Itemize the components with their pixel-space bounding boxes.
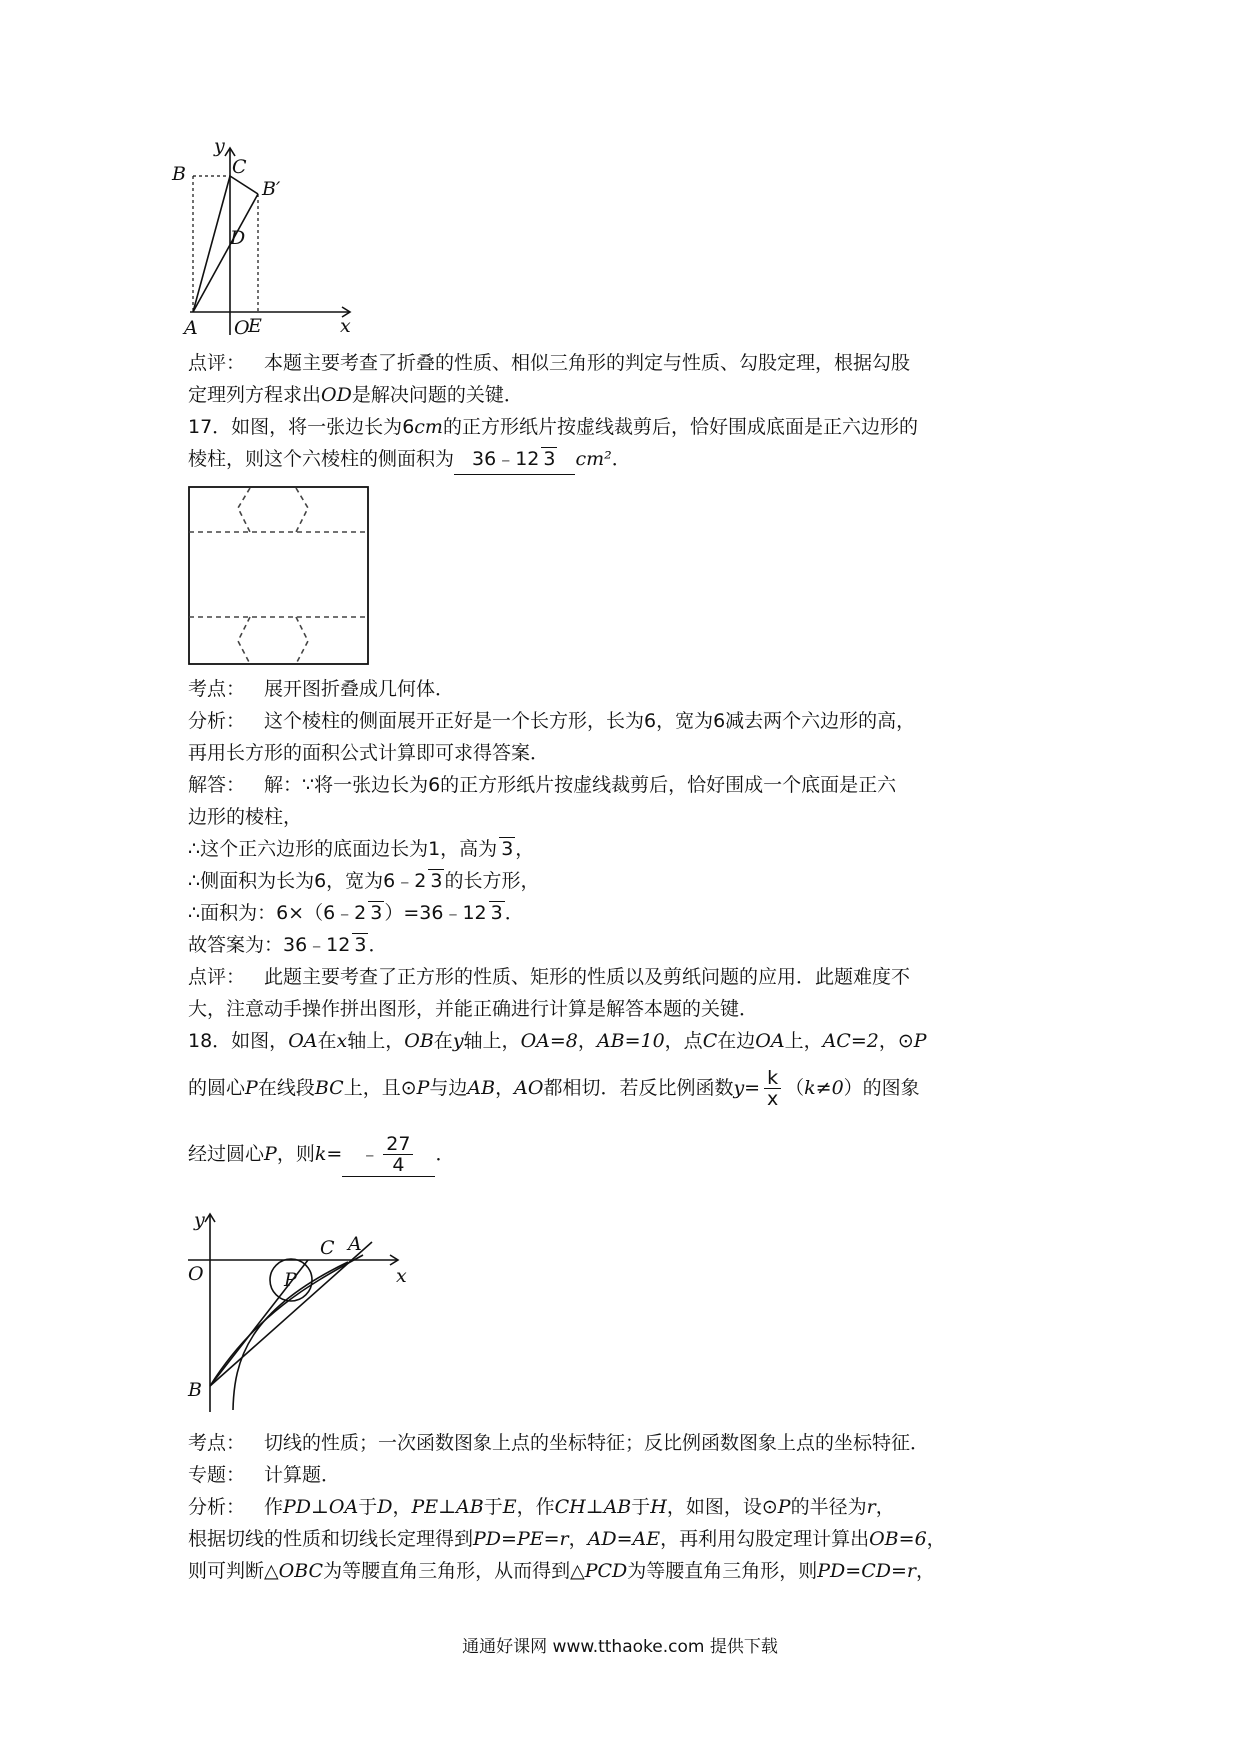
s18-zhuanti: 专题： 计算题． — [188, 1464, 341, 1486]
fig16-label-y: y — [214, 135, 225, 157]
fig16-label-O: O — [234, 317, 250, 339]
fig16-label-A: A — [184, 317, 198, 339]
fig16-label-B: B — [172, 163, 186, 185]
s17-answer: 故答案为：36﹣12 3 ． — [188, 934, 388, 956]
q17-answer: 36﹣12 3 — [454, 444, 575, 475]
s18-fenxi-line3: 则可判断△OBC为等腰直角三角形，从而得到△PCD为等腰直角三角形，则PD=CD=r， — [188, 1560, 935, 1582]
figure-q17 — [188, 486, 370, 666]
fig16-label-x: x — [340, 315, 351, 337]
s17-dianping-line2: 大，注意动手操作拼出图形，并能正确进行计算是解答本题的关键． — [188, 998, 759, 1020]
s17-dianping-line1: 点评： 此题主要考查了正方形的性质、矩形的性质以及剪纸问题的应用．此题难度不 — [188, 966, 911, 988]
fig18-label-P: P — [284, 1269, 297, 1291]
fig18-label-A: A — [348, 1233, 362, 1255]
fig18-label-B: B — [188, 1379, 202, 1401]
fraction-k-over-x: $\frac{k}{x}$ — [764, 1068, 781, 1109]
review16-line2: 定理列方程求出OD是解决问题的关键． — [188, 384, 523, 406]
figure-q18 — [188, 1200, 428, 1415]
figure-q16 — [172, 135, 360, 340]
fig18-label-O: O — [188, 1263, 204, 1285]
fig18-label-C: C — [320, 1237, 335, 1259]
s17-step1: ∴这个正六边形的底面边长为1，高为 3 ， — [188, 838, 535, 860]
review16-line1: 点评： 本题主要考查了折叠的性质、相似三角形的判定与性质、勾股定理，根据勾股 — [188, 348, 910, 378]
s17-step2: ∴侧面积为长为6，宽为6﹣2 3 的长方形， — [188, 870, 540, 892]
fig16-label-C: C — [232, 156, 247, 178]
question-17-line2: 棱柱，则这个六棱柱的侧面积为 36﹣12 3 cm²． — [188, 444, 631, 475]
s18-kaodian: 考点： 切线的性质；一次函数图象上点的坐标特征；反比例函数图象上点的坐标特征． — [188, 1432, 930, 1454]
s17-fenxi-line1: 分析： 这个棱柱的侧面展开正好是一个长方形，长为6，宽为6减去两个六边形的高， — [188, 710, 916, 732]
question-18-line2: 的圆心P在线段BC上，且⊙P与边AB，AO都相切．若反比例函数y= $\frac{k}{x}$ （k≠0）的图象 — [188, 1067, 920, 1110]
question-17-line1: 17．如图，将一张边长为6cm的正方形纸片按虚线裁剪后，恰好围成底面是正六边形的 — [188, 416, 918, 438]
s18-fenxi-line1: 分析： 作PD⊥OA于D，PE⊥AB于E，作CH⊥AB于H，如图，设⊙P的半径为r， — [188, 1496, 895, 1518]
fig16-label-D: D — [230, 227, 246, 249]
question-18-line1: 18．如图，OA在x轴上，OB在y轴上，OA=8，AB=10，点C在边OA上，AC=2，⊙P — [188, 1030, 927, 1052]
s17-step3: ∴面积为：6×（6﹣2 3 ）=36﹣12 3 ． — [188, 902, 524, 924]
fig16-label-Bprime: B′ — [262, 178, 281, 200]
fig18-label-y: y — [194, 1209, 205, 1231]
review16-label: 点评： — [188, 352, 246, 374]
s17-kaodian: 考点： 展开图折叠成几何体． — [188, 678, 455, 700]
s17-jieda-line1: 解答： 解：∵将一张边长为6的正方形纸片按虚线裁剪后，恰好围成一个底面是正六 — [188, 774, 897, 796]
s17-fenxi-line2: 再用长方形的面积公式计算即可求得答案． — [188, 742, 550, 764]
fig18-label-x: x — [396, 1265, 407, 1287]
question-18-line3: 经过圆心P，则k= ﹣ $\frac{27}{4}$ ． — [188, 1133, 455, 1176]
s18-fenxi-line2: 根据切线的性质和切线长定理得到PD=PE=r，AD=AE，再利用勾股定理计算出OB=6， — [188, 1528, 946, 1550]
s17-jieda-line2: 边形的棱柱， — [188, 806, 303, 828]
page-footer: 通通好课网 www.tthaoke.com 提供下载 — [462, 1637, 778, 1657]
q18-answer: ﹣ $\frac{27}{4}$ — [342, 1132, 435, 1177]
fig16-label-E: E — [248, 315, 262, 337]
